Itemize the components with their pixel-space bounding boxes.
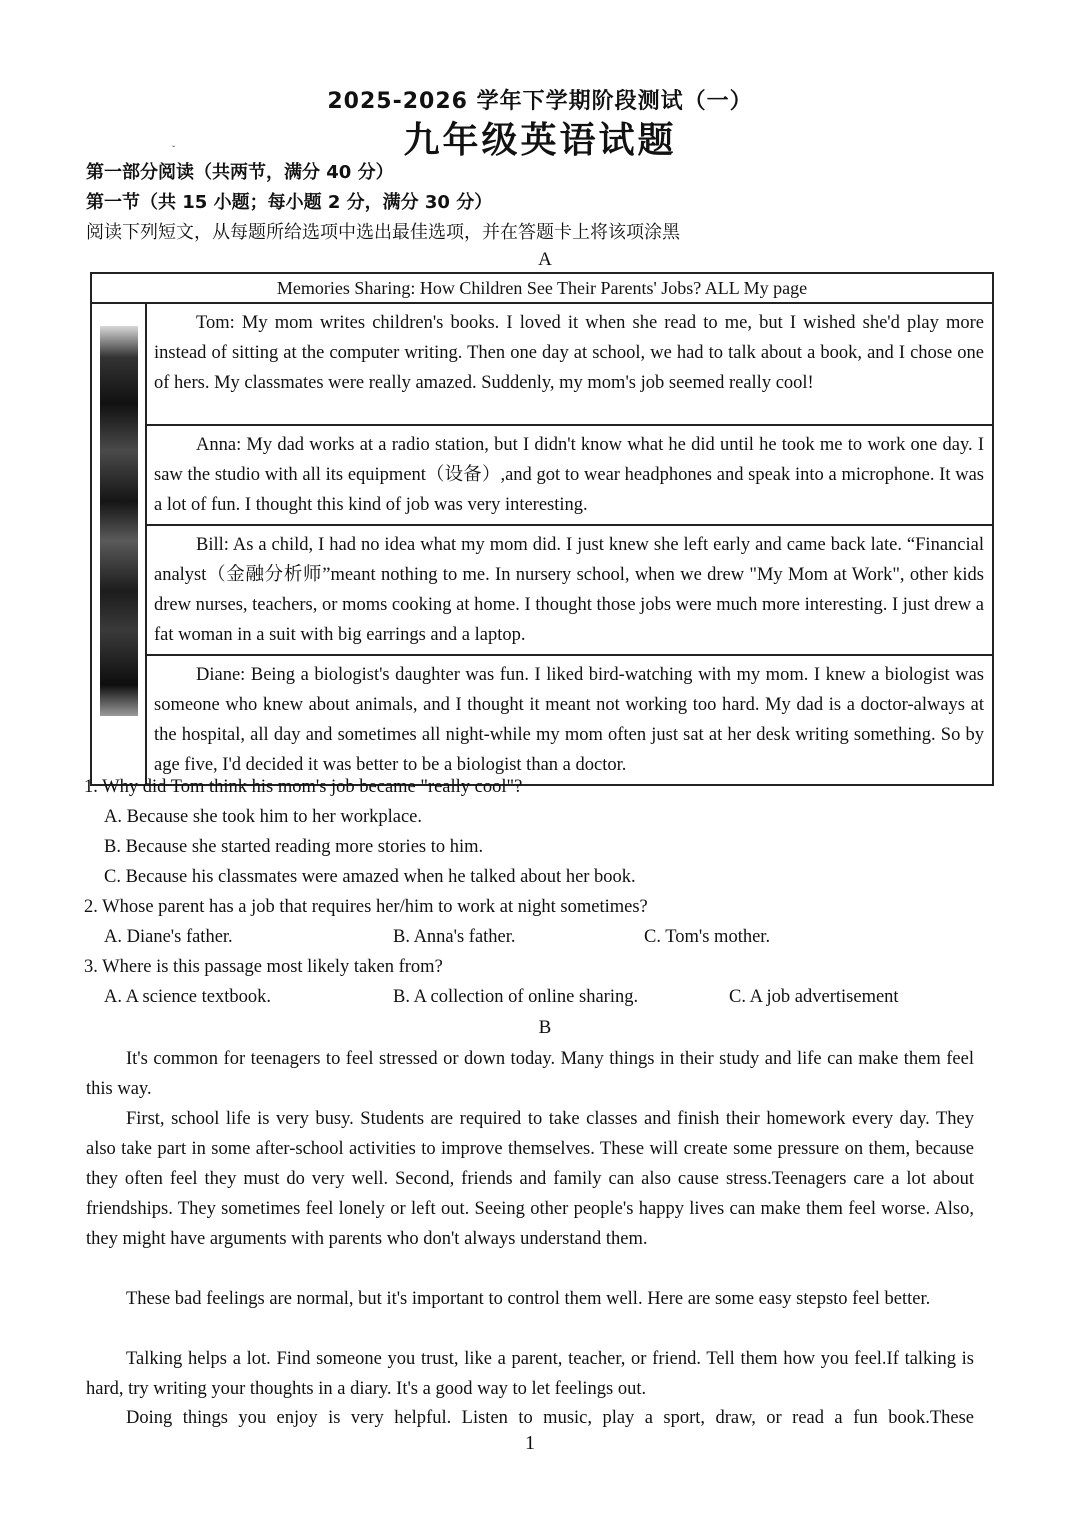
- question-1-option-c: C. Because his classmates were amazed when he talked about her book.: [104, 867, 636, 887]
- passage-b-paragraph-1: It's common for teenagers to feel stressed or down today. Many things in their study and life can make them feel this way.: [86, 1049, 974, 1099]
- question-3-stem: 3. Where is this passage most likely taken from?: [84, 957, 443, 977]
- entry-bill: [146, 525, 993, 655]
- entry-anna-text: Anna: My dad works at a radio station, but I didn't know what he did until he took me to work one day. I saw the studio with all its equipment（设备）,and got to wear headphones and speak into a microphone. It was a lot of fun. I thought this kind of job was very interesting.: [154, 435, 984, 515]
- instruction-text: 阅读下列短文，从每题所给选项中选出最佳选项，并在答题卡上将该项涂黑: [86, 222, 680, 243]
- passage-b-letter: B: [538, 1017, 552, 1038]
- question-3-option-c: C. A job advertisement: [729, 987, 899, 1007]
- passage-b-paragraph-2: First, school life is very busy. Students are required to take classes and finish their homework every day. They also take part in some after-school activities to improve themselves. These will create some pressure on them, because they often feel they must do very well. Second, friends and family can also cause stress.Teenagers care a lot about friendships. They sometimes feel lonely or left out. Seeing other people's happy lives can make them feel worse. Also, they might have arguments with parents who don't always understand them.: [86, 1109, 974, 1249]
- dark-image-strip: [100, 326, 138, 716]
- question-2-option-c: C. Tom's mother.: [644, 927, 771, 947]
- scan-shadow-strip: [91, 303, 146, 785]
- entry-diane: [146, 655, 993, 785]
- passage-a-table: [90, 272, 994, 786]
- passage-b-paragraph-4: Talking helps a lot. Find someone you trust, like a parent, teacher, or friend. Tell them how you feel.If talking is hard, try writing your thoughts in a diary. It's a good way to let feelings out.: [86, 1349, 974, 1399]
- passage-b-paragraph-3: These bad feelings are normal, but it's important to control them well. Here are some easy stepsto feel better.: [126, 1289, 931, 1309]
- entry-tom-text: Tom: My mom writes children's books. I loved it when she read to me, but I wished she'd play more instead of sitting at the computer writing. Then one day at school, we had to talk about a book, and I chose one of hers. My classmates were really amazed. Suddenly, my mom's job seemed really cool!: [154, 313, 984, 393]
- section-heading: 第一节（共 15 小题；每小题 2 分，满分 30 分）: [86, 192, 493, 213]
- passage-b-paragraph-5: Doing things you enjoy is very helpful. Listen to music, play a sport, draw, or read a fun book.These: [126, 1408, 974, 1428]
- entry-diane-text: Diane: Being a biologist's daughter was fun. I liked bird-watching with my mom. I knew a biologist was someone who knew about animals, and I thought it meant not working too hard. My dad is a doctor-always at the hospital, all day and sometimes all night-while my mom often just sat at her desk writing something. So by age five, I'd decided it was better to be a biologist than a doctor.: [154, 665, 984, 775]
- entry-tom: [146, 303, 993, 425]
- question-2-stem: 2. Whose parent has a job that requires her/him to work at night sometimes?: [84, 897, 648, 917]
- entry-bill-text: Bill: As a child, I had no idea what my mom did. I just knew she left early and came back late. “Financial analyst（金融分析师”meant nothing to me. In nursery school, when we drew "My Mom at Work", other kids drew nurses, teachers, or moms cooking at home. I thought those jobs were much more interesting. I just drew a fat woman in a suit with big earrings and a laptop.: [154, 535, 984, 645]
- passage-a-letter: A: [538, 249, 552, 270]
- question-1-option-b: B. Because she started reading more stories to him.: [104, 837, 484, 857]
- question-1-stem: 1. Why did Tom think his mom's job became "really cool"?: [84, 777, 523, 797]
- entry-anna: [146, 425, 993, 525]
- scan-mark: ˇ: [172, 145, 176, 156]
- exam-title: 九年级英语试题: [403, 120, 677, 161]
- question-1-option-a: A. Because she took him to her workplace.: [104, 807, 423, 827]
- part-heading: 第一部分阅读（共两节，满分 40 分）: [86, 162, 394, 183]
- passage-a-caption: Memories Sharing: How Children See Their Parents' Jobs? ALL My page: [91, 273, 993, 303]
- question-3-option-b: B. A collection of online sharing.: [393, 987, 639, 1007]
- question-3-option-a: A. A science textbook.: [104, 987, 271, 1007]
- exam-term: 2025-2026 学年下学期阶段测试（一）: [327, 89, 753, 114]
- question-2-option-a: A. Diane's father.: [104, 927, 233, 947]
- question-2-option-b: B. Anna's father.: [393, 927, 516, 947]
- page-number: 1: [525, 1432, 535, 1454]
